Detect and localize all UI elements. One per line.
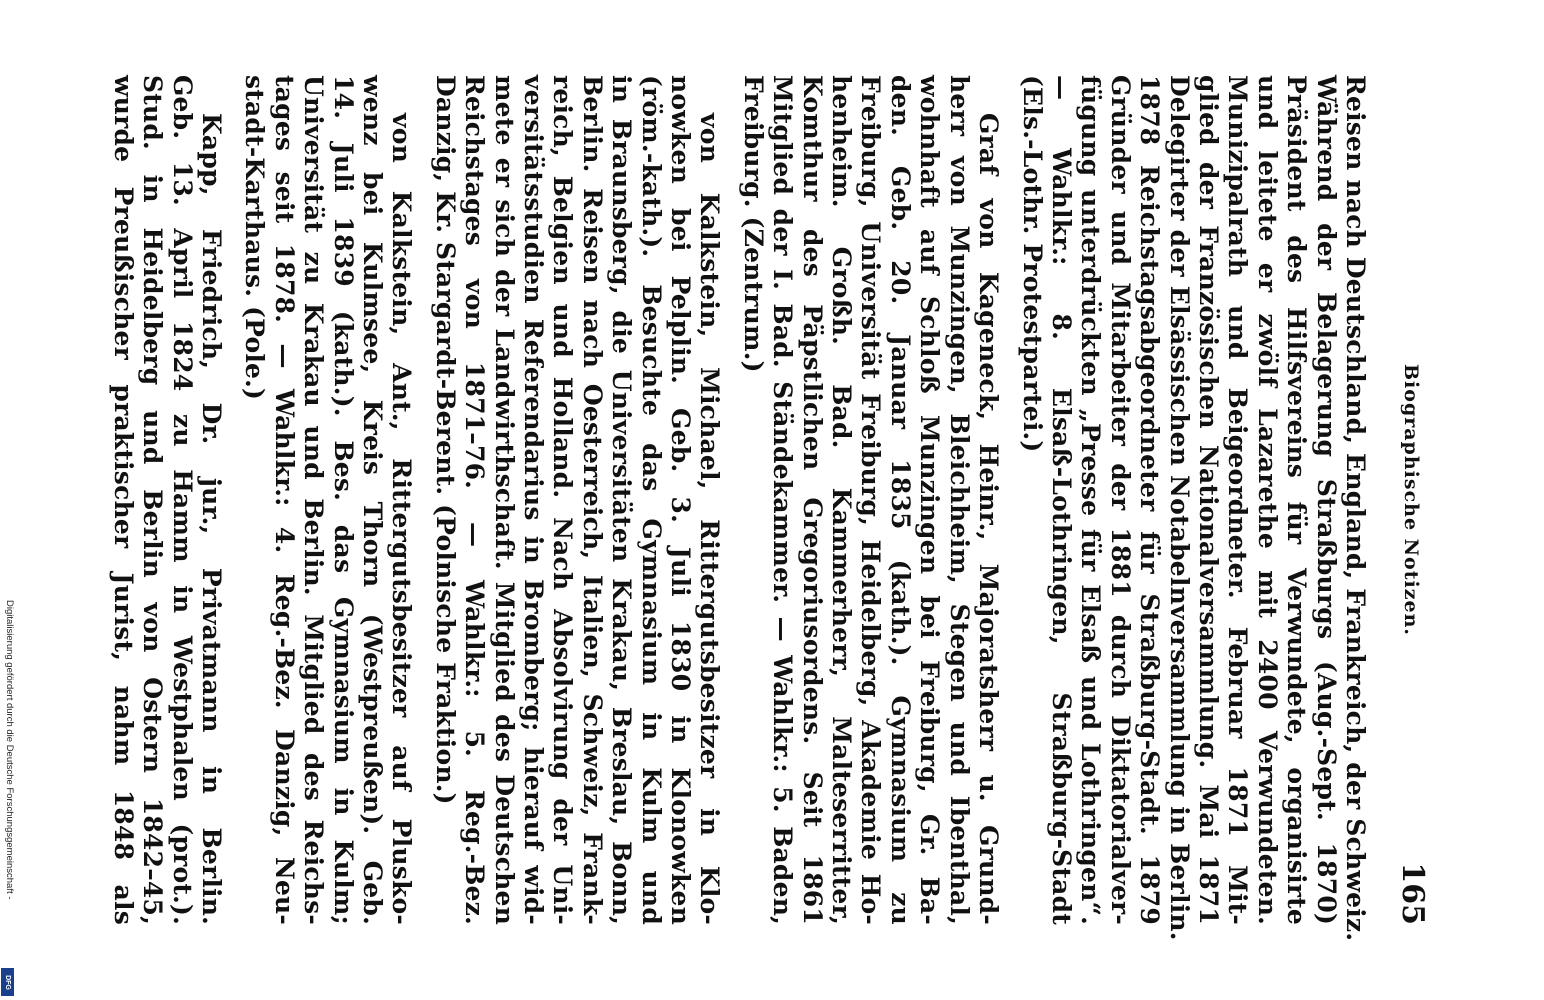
text-line: in Braunsberg, die Universitäten Krakau, Breslau, Bonn, bbox=[607, 75, 637, 925]
dfg-credit bbox=[0, 600, 16, 1000]
text-line: 1878 Reichstagsabgeordneter für Straßburg-Stadt. 1879 bbox=[1135, 75, 1165, 925]
text-line: Reichstages von 1871–76. — Wahlkr.: 5. Reg.-Bez. bbox=[460, 75, 490, 925]
paragraph bbox=[240, 75, 416, 925]
text-line: mete er sich der Landwirthschaft. Mitglied des Deutschen bbox=[489, 75, 519, 925]
text-line: versitätsstudien Referendarius in Bromberg; hierauf wid- bbox=[519, 75, 549, 925]
text-line: Präsident des Hilfsvereins für Verwundete, organisirte bbox=[1282, 75, 1312, 925]
text-line: fügung unterdrückten „Presse für Elsaß und Lothringen“. bbox=[1076, 75, 1106, 925]
text-line: wurde Preußischer praktischer Jurist, nahm 1848 als bbox=[108, 75, 138, 925]
text-line: Komthur des Päpstlichen Gregoriusordens. Seit 1861 bbox=[797, 75, 827, 925]
text-line: und leitete er zwölf Lazarethe mit 2400 Verwundeten. bbox=[1252, 75, 1282, 925]
running-title: Biographische Notizen. bbox=[1400, 364, 1422, 636]
text-line: Munizipalrath und Beigeordneter. Februar 1871 Mit- bbox=[1223, 75, 1253, 925]
text-line: — Wahlkr.: 8. Elsaß-Lothringen, Straßburg-Stadt bbox=[1046, 75, 1076, 925]
text-line: Stud. in Heidelberg und Berlin von Ostern 1842–45, bbox=[138, 75, 168, 925]
text-line: glied der Französischen Nationalversammlung. Mai 1871 bbox=[1193, 75, 1223, 925]
text-line: nowken bei Pelplin. Geb. 3. Juli 1830 in Klonowken bbox=[666, 75, 696, 925]
text-line: Reisen nach Deutschland, England, Frankreich, der Schweiz. bbox=[1341, 75, 1370, 942]
text-line: von Kalkstein, Michael, Rittergutsbesitzer in Klo- bbox=[695, 113, 725, 925]
text-line: Berlin. Reisen nach Oesterreich, Italien, Schweiz, Frank- bbox=[577, 75, 607, 925]
dfg-credit-text: Digitalisierung gefördert durch die Deutsche Forschungsgemeinschaft - bbox=[4, 600, 15, 900]
text-line: Freiburg. (Zentrum.) bbox=[738, 75, 768, 373]
page-header bbox=[1390, 75, 1430, 925]
text-line: herr von Munzingen, Bleichheim, Stegen und Ibenthal, bbox=[944, 75, 974, 925]
text-line: von Kalkstein, Ant., Rittergutsbesitzer auf Plusko- bbox=[387, 113, 417, 925]
text-line: wohnhaft auf Schloß Munzingen bei Freiburg, Gr. Ba- bbox=[915, 75, 945, 925]
text-line: Gründer und Mitarbeiter der 1881 durch Diktatorialver- bbox=[1105, 75, 1135, 925]
dfg-logo: DFG bbox=[1, 968, 14, 996]
text-line: tages seit 1878. — Wahlkr.: 4. Reg.-Bez. Danzig, Neu- bbox=[269, 75, 299, 925]
paragraph bbox=[1017, 75, 1370, 942]
text-line: Geb. 13. April 1824 zu Hamm in Westphalen (prot.). bbox=[167, 75, 197, 925]
text-line: den. Geb. 20. Januar 1835 (kath.). Gymnasium zu bbox=[885, 75, 915, 925]
text-line: Kapp, Friedrich, Dr. jur., Privatmann in Berlin. bbox=[196, 113, 226, 925]
text-line: Graf von Kageneck, Heinr., Majoratsherr u. Grund- bbox=[974, 113, 1004, 925]
paragraph bbox=[738, 75, 1003, 925]
text-line: Danzig, Kr. Stargardt-Berent. (Polnische Fraktion.) bbox=[430, 75, 460, 805]
text-line: wenz bei Kulmsee, Kreis Thorn (Westpreußen). Geb. bbox=[358, 75, 387, 925]
page-number: 165 bbox=[1395, 862, 1430, 925]
text-line: stadt-Karthaus. (Pole.) bbox=[240, 75, 270, 401]
text-line: Freiburg, Universität Freiburg, Heidelberg, Akademie Ho- bbox=[856, 75, 886, 925]
text-line: Universität zu Krakau und Berlin. Mitglied des Reichs- bbox=[299, 75, 329, 925]
text-line: (Els.-Lothr. Protestpartei.) bbox=[1017, 75, 1047, 453]
paragraph bbox=[430, 75, 724, 925]
paragraph bbox=[108, 75, 226, 925]
text-line: reich, Belgien und Holland. Nach Absolvirung der Uni- bbox=[548, 75, 578, 925]
body-text bbox=[108, 75, 1370, 942]
text-line: 14. Juli 1839 (kath.). Bes. das Gymnasium in Kulm; bbox=[328, 75, 358, 925]
text-line: henheim. Großh. Bad. Kammerherr, Malteserritter, bbox=[827, 75, 857, 925]
text-line: Mitglied der I. Bad. Ständekammer. — Wahlkr.: 5. Baden, bbox=[768, 75, 798, 925]
rotated-book-page bbox=[108, 75, 1430, 942]
text-line: (röm.-kath.). Besuchte das Gymnasium in Kulm und bbox=[636, 75, 666, 925]
text-line: Während der Belagerung Straßburgs (Aug.-Sept. 1870) bbox=[1311, 75, 1341, 925]
text-line: Delegirter der Elsässischen Notabelnversammlung in Berlin. bbox=[1164, 75, 1194, 941]
